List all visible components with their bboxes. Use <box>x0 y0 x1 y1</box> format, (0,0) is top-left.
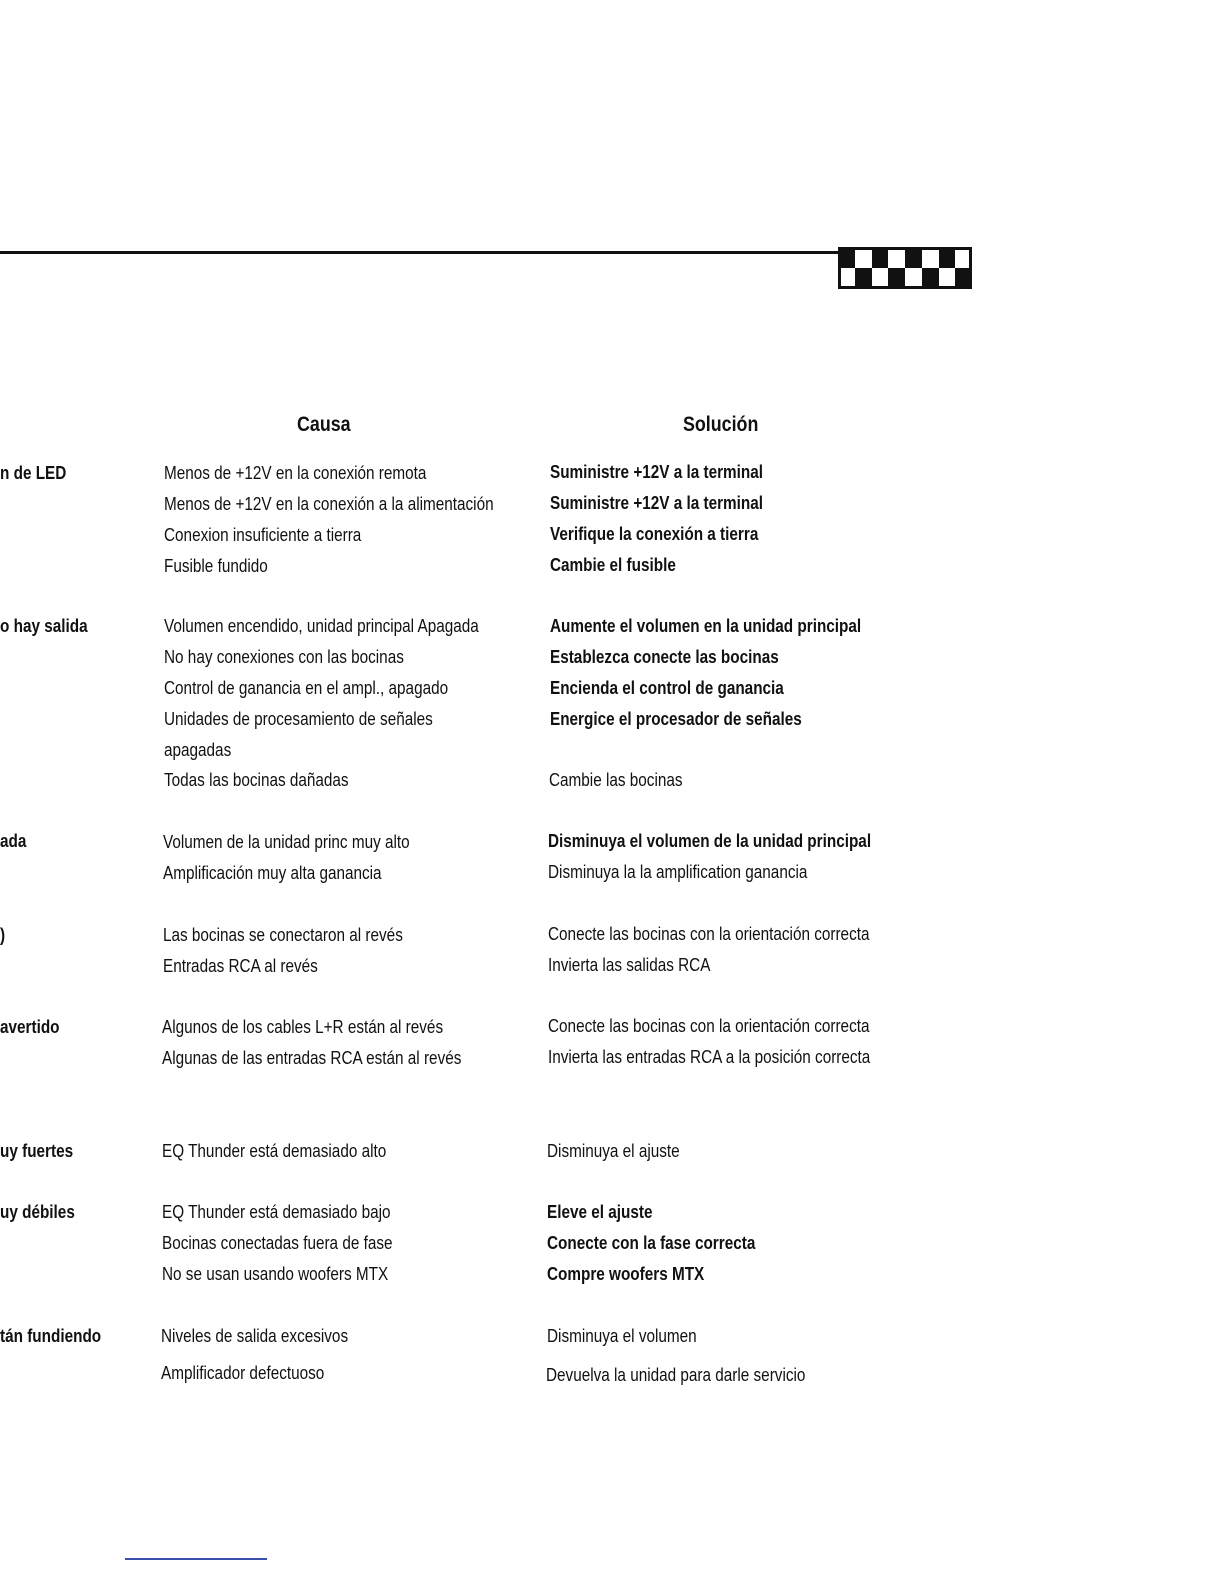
checker-square <box>838 268 855 289</box>
cause-text: No se usan usando woofers MTX <box>162 1264 389 1284</box>
cause-text: Algunas de las entradas RCA están al revés <box>162 1048 462 1068</box>
checker-square <box>905 247 922 268</box>
checker-square <box>955 268 972 289</box>
cause-text: Fusible fundido <box>164 556 268 576</box>
cause-text: apagadas <box>164 740 232 760</box>
checker-square <box>855 247 872 268</box>
solution-text: Suministre +12V a la terminal <box>550 462 764 482</box>
checker-square <box>888 247 905 268</box>
cause-text: Entradas RCA al revés <box>163 956 318 976</box>
solution-text: Energice el procesador de señales <box>550 709 802 729</box>
checker-square <box>905 268 922 289</box>
problem-label: n de LED <box>0 463 67 483</box>
solution-text: Verifique la conexión a tierra <box>550 524 759 544</box>
solution-text: Invierta las salidas RCA <box>548 955 711 975</box>
column-header-solucion: Solución <box>683 413 759 436</box>
solution-text: Devuelva la unidad para darle servicio <box>546 1365 806 1385</box>
cause-text: EQ Thunder está demasiado bajo <box>162 1202 391 1222</box>
problem-label: o hay salida <box>0 616 88 636</box>
cause-text: Menos de +12V en la conexión a la alimentación <box>164 494 494 514</box>
checker-square <box>922 247 939 268</box>
solution-text: Eleve el ajuste <box>547 1202 653 1222</box>
checker-square <box>922 268 939 289</box>
checker-square <box>939 247 956 268</box>
solution-text: Disminuya el volumen <box>547 1326 697 1346</box>
cause-text: Las bocinas se conectaron al revés <box>163 925 403 945</box>
cause-text: Unidades de procesamiento de señales <box>164 709 433 729</box>
checker-square <box>855 268 872 289</box>
solution-text: Cambie las bocinas <box>549 770 683 790</box>
cause-text: Todas las bocinas dañadas <box>164 770 349 790</box>
cause-text: EQ Thunder está demasiado alto <box>162 1141 387 1161</box>
checker-square <box>872 268 889 289</box>
cause-text: Control de ganancia en el ampl., apagado <box>164 678 449 698</box>
problem-label: tán fundiendo <box>0 1326 102 1346</box>
cause-text: Bocinas conectadas fuera de fase <box>162 1233 393 1253</box>
checkered-flag-logo <box>838 247 972 289</box>
solution-text: Establezca conecte las bocinas <box>550 647 779 667</box>
cause-text: Volumen de la unidad princ muy alto <box>163 832 410 852</box>
cause-text: Menos de +12V en la conexión remota <box>164 463 427 483</box>
checker-square <box>955 247 972 268</box>
problem-label: ada <box>0 831 27 851</box>
solution-text: Conecte las bocinas con la orientación correcta <box>548 1016 870 1036</box>
cause-text: No hay conexiones con las bocinas <box>164 647 404 667</box>
solution-text: Disminuya el volumen de la unidad principal <box>548 831 872 851</box>
header-rule <box>0 251 840 254</box>
problem-label: avertido <box>0 1017 60 1037</box>
solution-text: Conecte con la fase correcta <box>547 1233 756 1253</box>
solution-text: Conecte las bocinas con la orientación correcta <box>548 924 870 944</box>
checker-square <box>838 247 855 268</box>
solution-text: Cambie el fusible <box>550 555 676 575</box>
column-header-causa: Causa <box>297 413 351 436</box>
problem-label: uy fuertes <box>0 1141 74 1161</box>
solution-text: Encienda el control de ganancia <box>550 678 784 698</box>
cause-text: Volumen encendido, unidad principal Apagada <box>164 616 479 636</box>
solution-text: Invierta las entradas RCA a la posición correcta <box>548 1047 871 1067</box>
cause-text: Amplificador defectuoso <box>161 1363 325 1383</box>
problem-label: uy débiles <box>0 1202 75 1222</box>
checker-square <box>872 247 889 268</box>
checker-square <box>888 268 905 289</box>
cause-text: Niveles de salida excesivos <box>161 1326 349 1346</box>
cause-text: Amplificación muy alta ganancia <box>163 863 382 883</box>
solution-text: Aumente el volumen en la unidad principal <box>550 616 862 636</box>
bottom-divider <box>125 1558 267 1560</box>
solution-text: Compre woofers MTX <box>547 1264 705 1284</box>
solution-text: Disminuya el ajuste <box>547 1141 680 1161</box>
solution-text: Disminuya la la amplification ganancia <box>548 862 808 882</box>
solution-text: Suministre +12V a la terminal <box>550 493 764 513</box>
cause-text: Conexion insuficiente a tierra <box>164 525 362 545</box>
problem-label: ) <box>0 925 6 945</box>
checker-square <box>939 268 956 289</box>
cause-text: Algunos de los cables L+R están al revés <box>162 1017 444 1037</box>
